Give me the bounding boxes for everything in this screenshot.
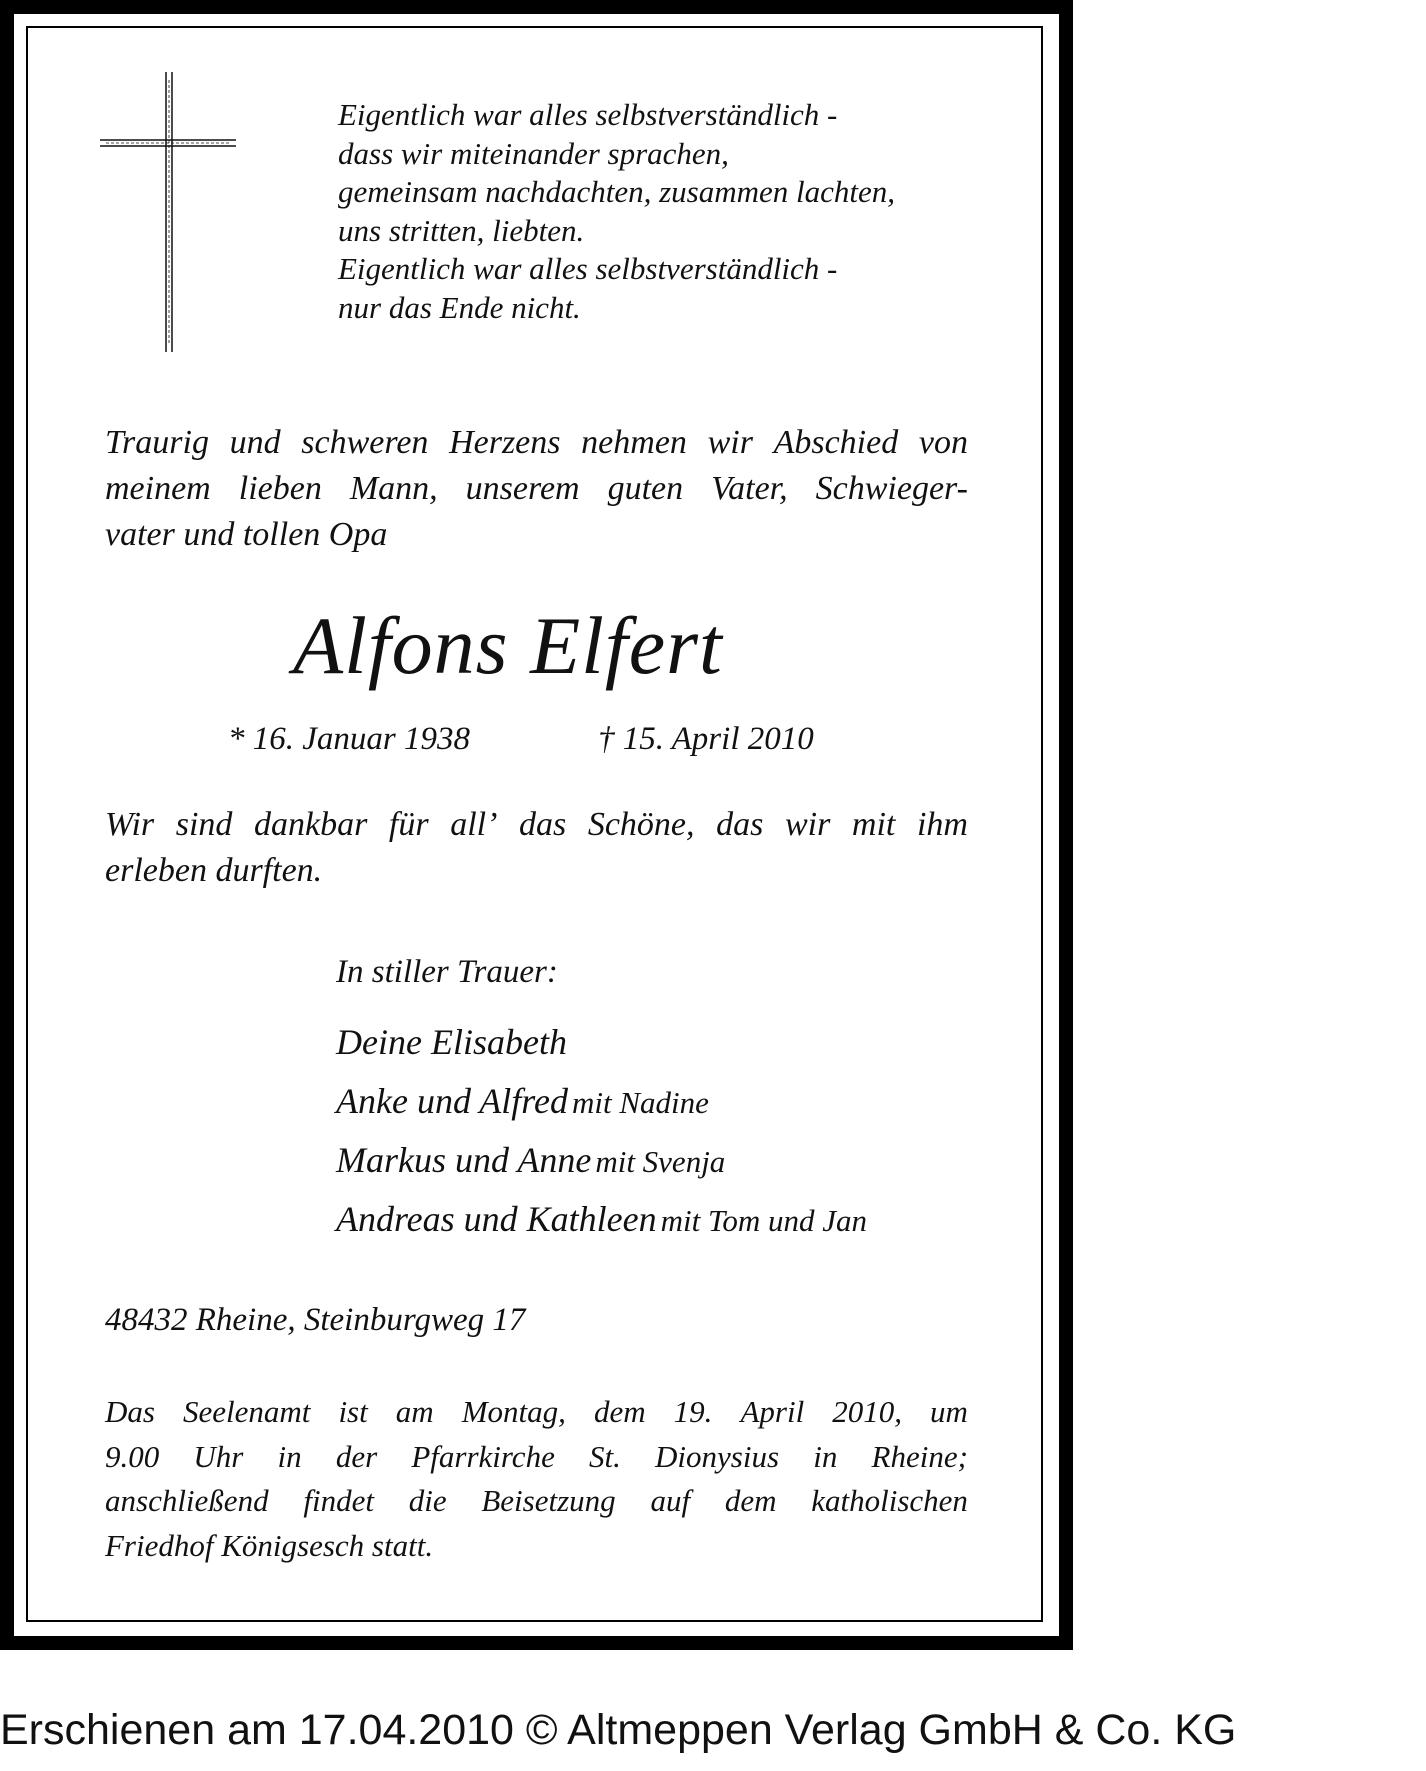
word: Vater, <box>711 470 788 507</box>
poem-line: uns stritten, liebten. <box>338 212 585 248</box>
word: wir <box>784 806 831 843</box>
poem-line: Eigentlich war alles selbstverständlich - <box>338 251 838 286</box>
word: Traurig <box>105 424 209 461</box>
word: Herzens <box>449 424 561 461</box>
word: das <box>519 806 567 843</box>
word: in <box>813 1438 838 1474</box>
word: dem <box>593 1394 646 1429</box>
thanks-paragraph <box>105 802 968 894</box>
cross-icon <box>100 72 236 352</box>
word: Wir <box>105 806 155 843</box>
mourner-main: Deine Elisabeth <box>336 1022 567 1062</box>
mourner-main: Anke und Alfred <box>336 1081 568 1121</box>
address: 48432 Rheine, Steinburgweg 17 <box>105 1302 526 1338</box>
poem-line: Eigentlich war alles selbstverständlich - <box>338 97 838 132</box>
word: ist <box>338 1394 368 1429</box>
word: guten <box>607 470 684 507</box>
mourning-label: In stiller Trauer: <box>336 954 558 990</box>
word: Das <box>105 1394 155 1429</box>
poem-line: gemeinsam nachdachten, zusammen lachten, <box>338 174 896 209</box>
mourner-main: Andreas und Kathleen <box>336 1199 657 1239</box>
word: Pfarrkirche <box>411 1438 555 1474</box>
word: sind <box>175 806 233 843</box>
mourner-sub: mit Tom und Jan <box>660 1203 868 1238</box>
word: 2010, <box>832 1394 902 1429</box>
death-date: † 15. April 2010 <box>598 721 814 757</box>
service-paragraph <box>105 1390 968 1568</box>
word: meinem <box>105 470 211 507</box>
poem-line: dass wir miteinander sprachen, <box>338 135 729 171</box>
word: all’ <box>450 806 498 843</box>
word: und <box>229 424 281 461</box>
thanks-line: erleben durften. <box>105 852 323 889</box>
word: dem <box>724 1483 777 1518</box>
intro-line <box>105 466 968 512</box>
word: Dionysius <box>655 1438 780 1474</box>
intro-paragraph <box>105 420 968 558</box>
word: katholischen <box>811 1483 968 1518</box>
mourner-sub: mit Nadine <box>571 1085 709 1120</box>
publication-footer: Erschienen am 17.04.2010 © Altmeppen Verlag GmbH & Co. KG <box>0 1706 1237 1754</box>
word: das <box>716 806 764 843</box>
word: lieben <box>238 470 322 507</box>
mourners-list <box>336 1013 867 1249</box>
mourner-entry <box>336 1190 867 1249</box>
word: Abschied <box>773 424 899 461</box>
service-line <box>105 1435 968 1480</box>
word: Schöne, <box>587 806 695 843</box>
word: dankbar <box>254 806 368 843</box>
word: 19. <box>673 1394 713 1429</box>
thanks-line <box>105 802 968 848</box>
word: mit <box>851 806 896 843</box>
word: wir <box>707 424 753 461</box>
mourner-sub: mit Svenja <box>595 1144 726 1179</box>
word: April <box>740 1394 805 1429</box>
mourner-main: Markus und Anne <box>336 1140 592 1180</box>
word: St. <box>589 1438 621 1474</box>
mourner-entry <box>336 1013 867 1072</box>
word: findet <box>303 1483 374 1518</box>
word: Schwieger- <box>815 470 968 507</box>
mourner-entry <box>336 1072 867 1131</box>
word: am <box>395 1394 434 1429</box>
mourner-entry <box>336 1131 867 1190</box>
intro-line: vater und tollen Opa <box>105 516 388 553</box>
word: anschließend <box>105 1483 269 1518</box>
word: Rheine; <box>871 1438 968 1474</box>
deceased-name: Alfons Elfert <box>293 600 723 691</box>
word: um <box>930 1394 968 1429</box>
service-line: Friedhof Königsesch statt. <box>105 1527 434 1563</box>
word: für <box>388 806 429 843</box>
word: auf <box>650 1483 691 1518</box>
service-line <box>105 1390 968 1435</box>
word: Beisetzung <box>481 1483 616 1518</box>
service-line <box>105 1479 968 1524</box>
word: von <box>918 424 968 461</box>
word: nehmen <box>581 424 687 461</box>
poem-line: nur das Ende nicht. <box>338 289 581 325</box>
word: in <box>277 1438 302 1474</box>
word: 9.00 <box>105 1438 160 1474</box>
word: ihm <box>916 806 968 843</box>
word: der <box>335 1438 378 1474</box>
word: Seelenamt <box>183 1394 311 1429</box>
word: unserem <box>465 470 580 507</box>
word: Uhr <box>193 1438 244 1474</box>
word: schweren <box>301 424 429 461</box>
poem <box>338 96 895 327</box>
word: die <box>408 1483 447 1518</box>
intro-line <box>105 420 968 466</box>
birth-date: * 16. Januar 1938 <box>228 721 470 757</box>
word: Montag, <box>461 1394 566 1429</box>
word: Mann, <box>349 470 438 507</box>
